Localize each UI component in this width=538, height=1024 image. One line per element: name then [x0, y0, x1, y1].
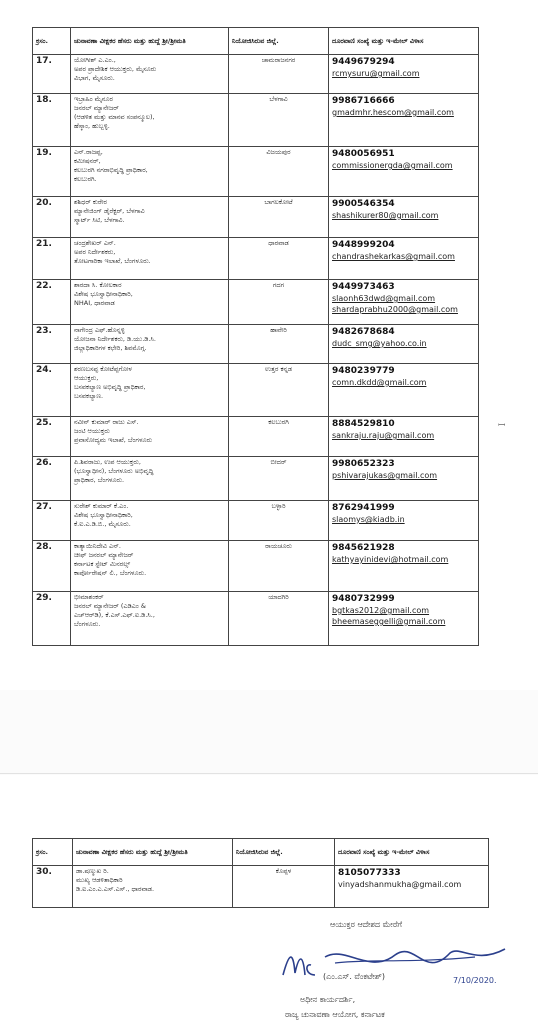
phone-number: 9480239779 [332, 366, 395, 376]
observer-name-line: ಎಚ್‌ಆರ್‌ಡಿ), ಕೆ.ಎಸ್.ಎಫ್.ಐ.ಡಿ.ಸಿ., [74, 611, 155, 619]
assigned-district: ಗದಗ [229, 280, 329, 325]
contact-cell [335, 866, 489, 908]
observer-name [71, 417, 229, 457]
observer-name-line: ಜಿಲ್ಲಾಧಿಕಾರಿಗಳ ಕಛೇರಿ, ಶಿವಮೊಗ್ಗ. [74, 344, 147, 352]
email-address: commissionergda@gmail.com [332, 161, 453, 170]
table-row [33, 238, 479, 280]
row-number: 23. [33, 325, 71, 364]
contact-cell [329, 541, 479, 592]
assigned-district: ಬಳ್ಳಾರಿ [229, 501, 329, 541]
row-number: 27. [33, 501, 71, 541]
page-gap [0, 690, 538, 775]
header-name: ಚುನಾವಣಾ ವೀಕ್ಷಕರ ಹೆಸರು ಮತ್ತು ಹುದ್ದೆ ಶ್ರೀ/ಶ್ರೀಮತಿ [73, 839, 233, 866]
row-number: 17. [33, 55, 71, 94]
observer-name [71, 197, 229, 238]
observer-name-line: ಕಲಬುರಗಿ ನಗರಾಭಿವೃದ್ಧಿ ಪ್ರಾಧಿಕಾರ, [74, 166, 148, 174]
email-address: comn.dkdd@gmail.com [332, 378, 427, 387]
email-address: gmadmhr.hescom@gmail.com [332, 108, 454, 117]
assigned-district: ಬೆಳಗಾವಿ [229, 94, 329, 147]
observer-name [71, 541, 229, 592]
designation: ಅಧೀನ ಕಾರ್ಯದರ್ಶಿ, [300, 995, 356, 1004]
email-address: shardaprabhu2000@gmail.com [332, 305, 458, 314]
row-number: 26. [33, 457, 71, 501]
assigned-district: ಕಲಬುರಗಿ [229, 417, 329, 457]
email-address: bgtkas2012@gmail.com [332, 606, 430, 615]
table-row [33, 417, 479, 457]
observer-name-line: ಕಾತ್ಯಾಯಿನಿದೇವಿ ಎನ್. [74, 542, 121, 550]
office-name: ರಾಜ್ಯ ಚುನಾವಣಾ ಆಯೋಗ, ಕರ್ನಾಟಕ [285, 1010, 385, 1019]
contact-cell [329, 197, 479, 238]
table-row [33, 147, 479, 197]
observer-name-line: ಕಮೀಷನರ್, [74, 157, 101, 165]
header-district: ನಿಯೋಜಿಸಿರುವ ಜಿಲ್ಲೆ. [233, 839, 335, 866]
table-row [33, 541, 479, 592]
phone-number: 9449973463 [332, 282, 395, 292]
contact-cell [329, 94, 479, 147]
contact-cell [329, 55, 479, 94]
observer-name-line: ಪಿ.ಶಿವರಾಜು, ಉಪ ಆಯುಕ್ತರು, [74, 458, 141, 466]
observer-name-line: ಕೆ.ಐ.ಎ.ಡಿ.ಬಿ., ಮೈಸೂರು. [74, 520, 131, 528]
observer-name-line: ನಾಗೇಂದ್ರ ಎಫ್.ಹೊನ್ನಳ್ಳಿ [74, 326, 125, 334]
observer-name: ಡಾ.ಷಣ್ಮುಖ ರಿ. ಮುಖ್ಯ ಆಡಳಿತಾಧಿಕಾರಿ ಡಿ.ಐ.ಎಂ.ಎ.ಎಸ್.ಎಸ್., ಧಾರವಾಡ. [73, 866, 233, 908]
observer-name [71, 94, 229, 147]
signature [275, 935, 515, 990]
observer-name [71, 280, 229, 325]
observer-name-line: ಬಸವಕಲ್ಯಾಣ. [74, 392, 104, 400]
observer-table-continued [32, 838, 489, 908]
row-number: 18. [33, 94, 71, 147]
observer-name-line: ಸುರೇಶ್ ಕುಮಾರ್ ಕೆ.ಎಂ. [74, 502, 129, 510]
observer-name [71, 592, 229, 646]
contact-cell [329, 457, 479, 501]
observer-name-line: ಯೋಜನಾ ನಿರ್ದೇಶಕರು, ಡಿ.ಯು.ಡಿ.ಸಿ. [74, 335, 156, 343]
observer-name [71, 325, 229, 364]
table-row [33, 325, 479, 364]
row-number: 28. [33, 541, 71, 592]
contact-cell [329, 280, 479, 325]
order-text: ಆಯುಕ್ತರ ಆದೇಶದ ಮೇರೆಗೆ [330, 920, 403, 929]
observer-name-line: ಕಾರ್ಪೋರೇಷನ್ ಲಿ., ಬೆಂಗಳೂರು. [74, 569, 147, 577]
table-row [33, 94, 479, 147]
observer-name-line: ವಿಶೇಷ ಭೂಸ್ವಾಧೀನಾಧಿಕಾರಿ, [74, 290, 133, 298]
observer-table [32, 27, 479, 646]
phone-number: 9845621928 [332, 543, 395, 553]
assigned-district: ಉತ್ತರ ಕನ್ನಡ [229, 364, 329, 417]
observer-name-line: ಎನ್.ರಾಜಪ್ಪ, [74, 148, 103, 156]
signature-date: 7/10/2020. [453, 976, 497, 985]
email-address: vinyadshanmukha@gmail.com [338, 880, 462, 889]
observer-name-line: ಜನರಲ್ ಮ್ಯಾನೇಜರ್ (ಎಡಿಎಂ & [74, 602, 146, 610]
contact-cell [329, 238, 479, 280]
observer-name-line: ಚಂದ್ರಶೇಖರ್ ಎನ್. [74, 239, 116, 247]
email-address: sankraju.raju@gmail.com [332, 431, 435, 440]
phone-number: 8105077333 [338, 868, 401, 878]
row-number: 30. [33, 866, 73, 908]
row-number: 19. [33, 147, 71, 197]
observer-name [71, 147, 229, 197]
table-row [33, 197, 479, 238]
observer-name-line: ಶಾರದಾ ಸಿ. ಕೋಲಕಾರ [74, 281, 122, 289]
observer-name-line: ಸ್ಮಾರ್ಟ್ ಸಿಟಿ, ಬೆಳಗಾವಿ. [74, 216, 125, 224]
assigned-district: ರಾಯಚೂರು [229, 541, 329, 592]
assigned-district: ಚಾಮರಾಜನಗರ [229, 55, 329, 94]
email-address: slaomys@kiadb.in [332, 515, 405, 524]
assigned-district: ಬಾಗಲಕೋಟೆ [229, 197, 329, 238]
observer-name-line: ಜನರಲ್ ಮ್ಯಾನೇಜರ್ [74, 104, 119, 112]
email-address: slaonh63dwd@gmail.com [332, 294, 436, 303]
contact-cell [329, 325, 479, 364]
observer-name [71, 364, 229, 417]
page-divider [0, 773, 538, 774]
observer-name-line: ಹೆಸ್ಕಾಂ, ಹುಬ್ಬಳ್ಳಿ. [74, 122, 110, 130]
observer-name-line: ನವೀನ್ ಕುಮಾರ್ ರಾಜು ಎಸ್. [74, 418, 139, 426]
phone-number: 9986716666 [332, 96, 395, 106]
phone-number: 9448999204 [332, 240, 395, 250]
observer-name [71, 457, 229, 501]
observer-name-line: (ಆಡಳಿತ ಮತ್ತು ಮಾನವ ಸಂಪನ್ಮೂಲ), [74, 113, 155, 121]
observer-name-line: ಅಪರ ಪ್ರಾದೇಶಿಕ ಆಯುಕ್ತರು, ಮೈಸೂರು [74, 65, 157, 73]
table-row [33, 55, 479, 94]
header-name: ಚುನಾವಣಾ ವೀಕ್ಷಕರ ಹೆಸರು ಮತ್ತು ಹುದ್ದೆ ಶ್ರೀ/ಶ್ರೀಮತಿ [71, 28, 229, 55]
observer-name-line: NHAI, ಧಾರವಾಡ [74, 299, 115, 307]
observer-name [71, 238, 229, 280]
row-number: 21. [33, 238, 71, 280]
header-contact: ದೂರವಾಣಿ ಸಂಖ್ಯೆ ಮತ್ತು ಇ-ಮೇಲ್ ವಿಳಾಸ [329, 28, 479, 55]
observer-name-line: ತೋಟಗಾರಿಕಾ ಇಲಾಖೆ, ಬೆಂಗಳೂರು. [74, 257, 151, 265]
observer-name-line: (ಭೂಸ್ವಾಧೀನ), ಬೆಂಗಳೂರು ಅಭಿವೃದ್ಧಿ [74, 467, 154, 475]
email-address: chandrashekarkas@gmail.com [332, 252, 455, 261]
observer-name-line: ಪ್ರಾಧಿಕಾರ, ಬೆಂಗಳೂರು. [74, 476, 125, 484]
assigned-district: ಯಾದಗಿರಿ [229, 592, 329, 646]
header-contact: ದೂರವಾಣಿ ಸಂಖ್ಯೆ ಮತ್ತು ಇ-ಮೇಲ್ ವಿಳಾಸ [335, 839, 489, 866]
phone-number: 9449679294 [332, 57, 395, 67]
assigned-district: ಹಾವೇರಿ [229, 325, 329, 364]
contact-cell [329, 501, 479, 541]
signature-name: (ಎಂ.ಎಸ್. ವೆಂಕಟೇಶ್) [323, 972, 385, 981]
row-number: 24. [33, 364, 71, 417]
email-address: bheemaseggelli@gmail.com [332, 617, 446, 626]
observer-name-line: ಭೀಮಾಶಂಕರ್ [74, 593, 104, 601]
assigned-district: ಬೀದರ್ [229, 457, 329, 501]
phone-number: 9980652323 [332, 459, 395, 469]
header-district: ನಿಯೋಜಿಸಿರುವ ಜಿಲ್ಲೆ. [229, 28, 329, 55]
table-row [33, 457, 479, 501]
row-number: 20. [33, 197, 71, 238]
observer-name-line: ಯೋಗೀಶ್ ಎ.ಎಂ., [74, 56, 116, 64]
contact-cell [329, 147, 479, 197]
table-row [33, 280, 479, 325]
phone-number: 9900546354 [332, 199, 395, 209]
margin-mark: ꟷ [498, 421, 506, 431]
header-serial: ಕ್ರಸಂ. [33, 28, 71, 55]
observer-name-line: ವಿಶೇಷ ಭೂಸ್ವಾಧೀನಾಧಿಕಾರಿ, [74, 511, 133, 519]
observer-name-line: ಶಶಿಧರ್ ಕುರೇರ [74, 198, 107, 206]
row-number: 25. [33, 417, 71, 457]
phone-number: 9480732999 [332, 594, 395, 604]
observer-name-line: ಚೀಫ್ ಜನರಲ್ ಮ್ಯಾನೇಜರ್ [74, 551, 134, 559]
header-serial: ಕ್ರಸಂ. [33, 839, 73, 866]
contact-cell [329, 364, 479, 417]
email-address: dudc_smg@yahoo.co.in [332, 339, 427, 348]
observer-name-line: ಕಲಬುರಗಿ. [74, 175, 97, 183]
observer-name-line: ಪ್ರವಾಸೋದ್ಯಮ ಇಲಾಖೆ, ಬೆಂಗಳೂರು [74, 436, 153, 444]
email-address: shashikurer80@gmail.com [332, 211, 439, 220]
observer-name-line: ಬೆಂಗಳೂರು. [74, 620, 101, 628]
observer-name [71, 55, 229, 94]
phone-number: 9480056951 [332, 149, 395, 159]
table-row [33, 364, 479, 417]
observer-name-line: ಅಪರ ನಿರ್ದೇಶಕರು, [74, 248, 116, 256]
observer-name-line: ಕರ್ನಾಟಕ ಸ್ಟೇಟ್ ಮಿನರಲ್ಸ್ [74, 560, 131, 568]
table-row [33, 866, 489, 908]
email-address: rcmysuru@gmail.com [332, 69, 420, 78]
assigned-district: ವಿಜಯಪುರ [229, 147, 329, 197]
assigned-district: ಕೊಪ್ಪಳ [233, 866, 335, 908]
row-number: 29. [33, 592, 71, 646]
assigned-district: ಧಾರವಾಡ [229, 238, 329, 280]
table-row [33, 592, 479, 646]
observer-name-line: ಬಸವಕಲ್ಯಾಣ ಅಭಿವೃದ್ಧಿ ಪ್ರಾಧಿಕಾರ, [74, 383, 146, 391]
observer-name-line: ಆಯುಕ್ತರು, [74, 374, 99, 382]
contact-cell [329, 417, 479, 457]
observer-name-line: ಇಬ್ರಾಹಿಂ ಮೈನೂರ [74, 95, 113, 103]
email-address: kathyayinidevi@hotmail.com [332, 555, 449, 564]
observer-name [71, 501, 229, 541]
phone-number: 9482678684 [332, 327, 395, 337]
table-row [33, 501, 479, 541]
observer-name-line: ಮ್ಯಾನೇಜಿಂಗ್ ಡೈರೆಕ್ಟರ್, ಬೆಳಗಾವಿ [74, 207, 145, 215]
phone-number: 8884529810 [332, 419, 395, 429]
email-address: pshivarajukas@gmail.com [332, 471, 438, 480]
observer-name-line: ಜಂಟಿ ಆಯುಕ್ತರು [74, 427, 110, 435]
observer-name-line: ವಿಭಾಗ, ಮೈಸೂರು. [74, 74, 115, 82]
phone-number: 8762941999 [332, 503, 395, 513]
observer-name-line: ಶರಣಬಸಪ್ಪ ಕೋಟೆಪ್ಪಗೋಳ [74, 365, 132, 373]
contact-cell [329, 592, 479, 646]
row-number: 22. [33, 280, 71, 325]
